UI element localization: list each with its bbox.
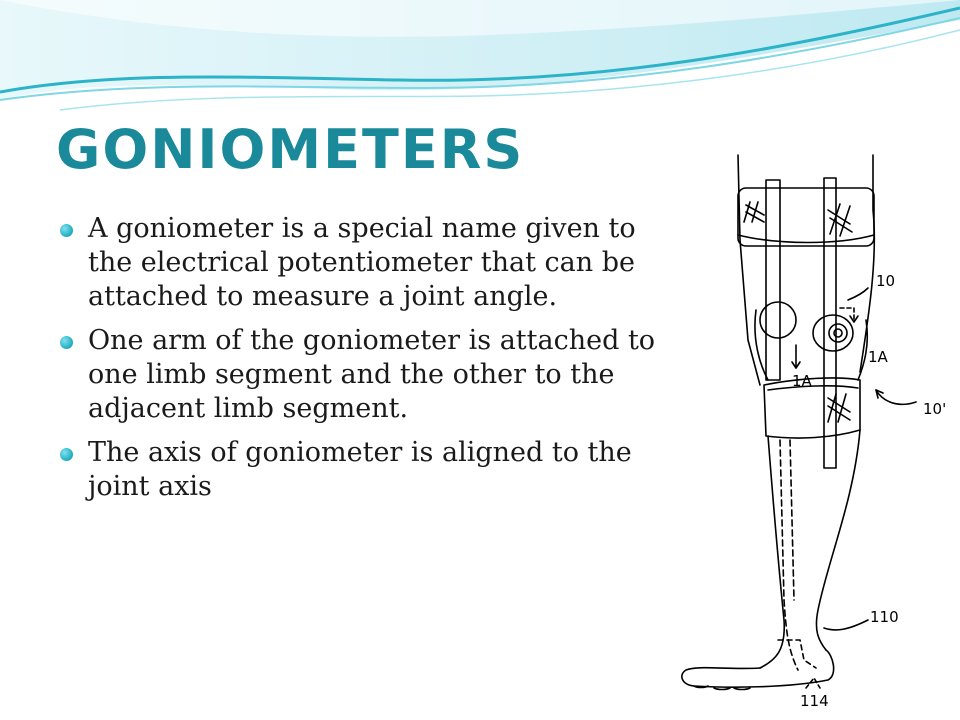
- slide-title: GONIOMETERS: [56, 118, 525, 181]
- bullet-text: A goniometer is a special name given to the electrical potentiometer that can be attached to measure a joint angle.: [88, 213, 636, 312]
- bullet-dot-icon: [60, 224, 73, 237]
- bullet-dot-icon: [60, 448, 73, 461]
- bullet-text: One arm of the goniometer is attached to one limb segment and the other to the adjacent limb segment.: [88, 325, 656, 424]
- bullet-dot-icon: [60, 336, 73, 349]
- figure-label: 10': [923, 400, 947, 418]
- figure-label: 1A: [792, 372, 812, 390]
- bullet-text: The axis of goniometer is aligned to the joint axis: [88, 437, 632, 502]
- bullet-item: [60, 212, 660, 314]
- bullet-list: [60, 212, 660, 514]
- figure-label: 10: [876, 272, 896, 290]
- bullet-item: [60, 324, 660, 426]
- figure-label: 114: [800, 692, 829, 710]
- figure-label: 110: [870, 608, 899, 626]
- bullet-item: [60, 436, 660, 504]
- figure-label: 1A: [868, 348, 888, 366]
- knee-goniometer-illustration: [668, 140, 960, 720]
